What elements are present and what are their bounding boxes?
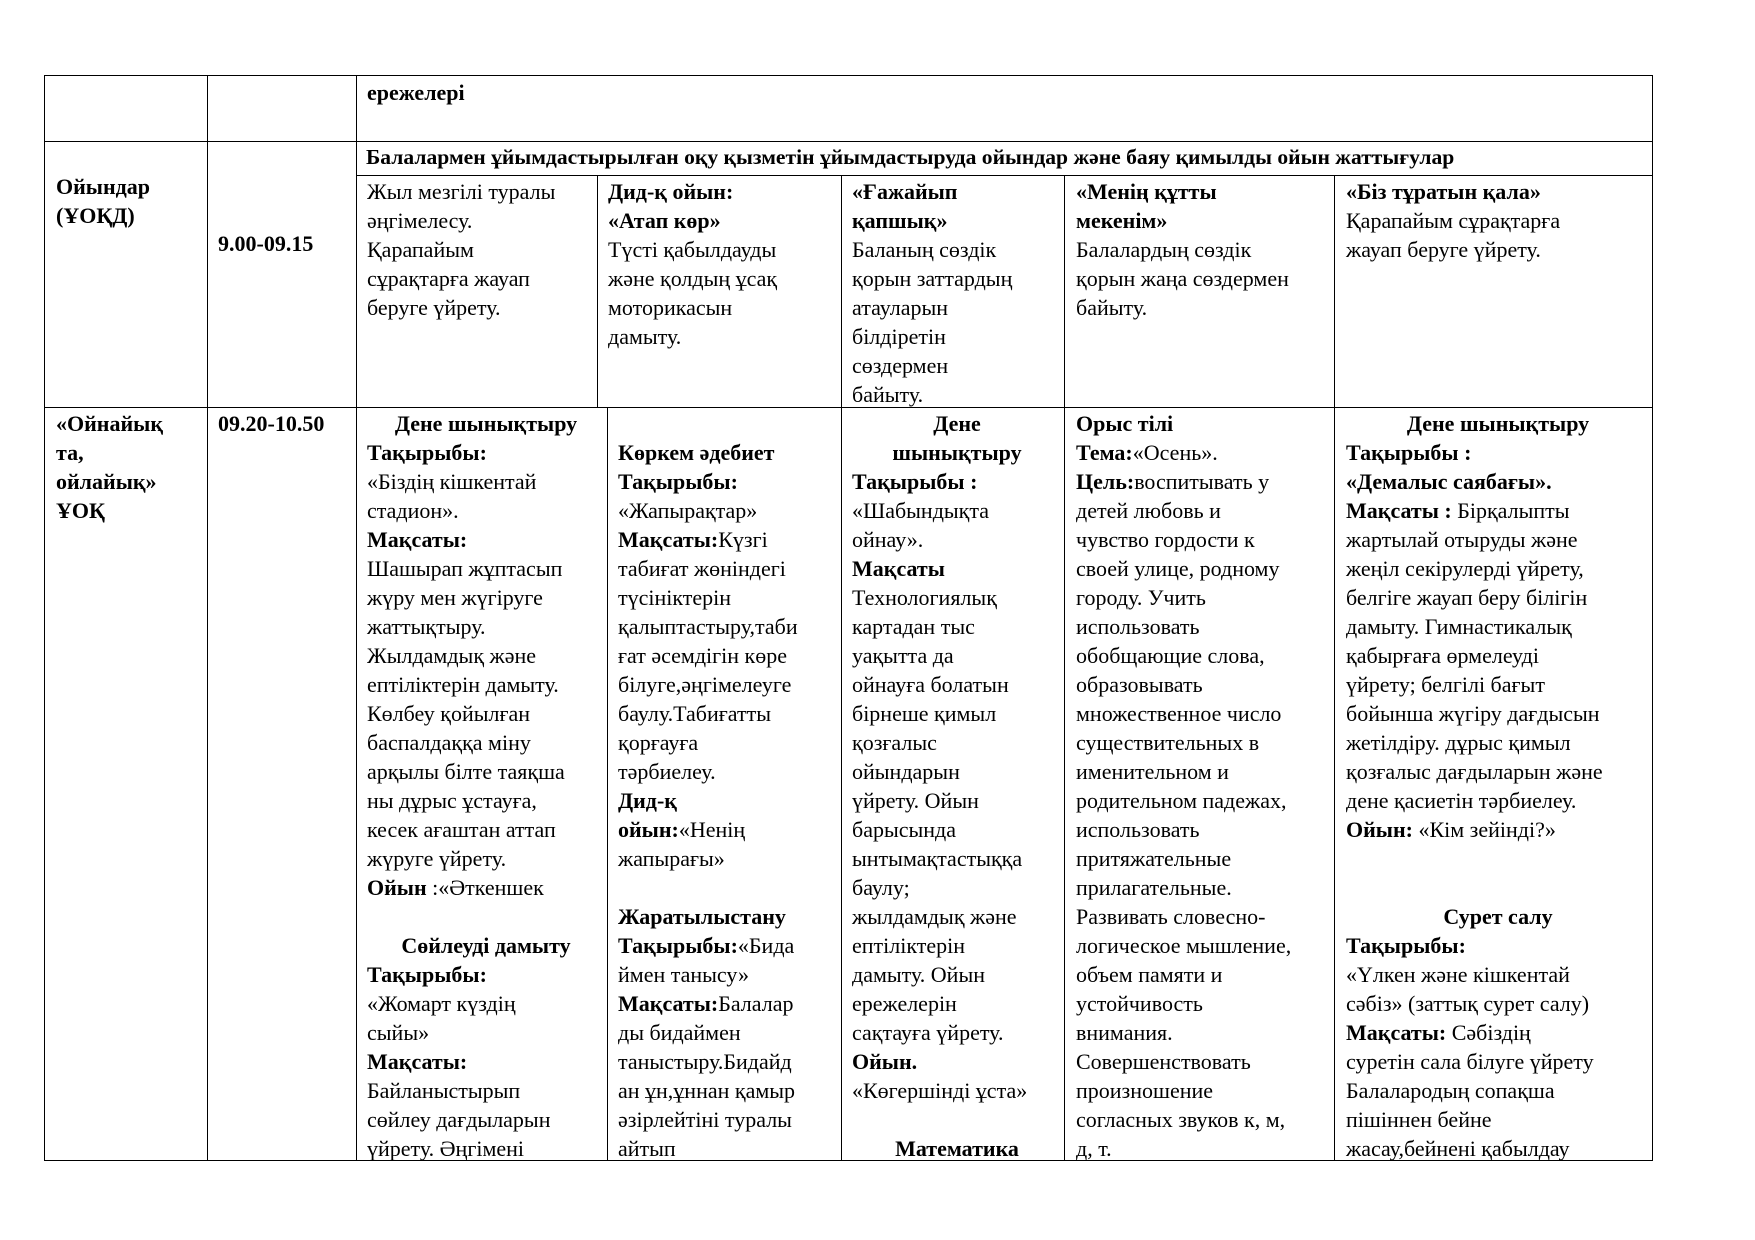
subject-title: Дене шынықтыру [394, 411, 578, 436]
topic-text: «Демалыс саябағы». [1346, 469, 1552, 494]
game-text: «Ненің [678, 817, 746, 842]
topic-label: Тақырыбы: [1346, 933, 1466, 958]
goal-text: Шашырап жұптасып жүру мен жүгіруге жаттықтыру. Жылдамдық және ептіліктерін дамыту. Көлбеу қойылған баспалдаққа міну арқылы білте таяқша ны дұрыс ұстауға, кесек ағаштан аттап жүруге үйрету. [367, 556, 565, 871]
goal-label: Мақсаты: [367, 527, 468, 552]
game-text: «Кім зейінді?» [1412, 817, 1556, 842]
topic-text: ймен танысу» [618, 962, 749, 987]
goal-label: Мақсаты: [367, 1049, 468, 1074]
goal-text: Күзгі [718, 527, 768, 552]
continued-text: ережелері [367, 80, 465, 105]
topic-text: «Жапырақтар» [618, 498, 758, 523]
goal-text: Байланыстырып сөйлеу дағдыларын үйрету. Әңгімені [367, 1078, 551, 1161]
topic-label: Тақырыбы: [618, 933, 738, 958]
goal-text: жартылай отыруды және жеңіл секірулерді үйрету, белгіге жауап беру білігін дамыту. Гимнастикалық қабырғаға өрмелеуді үйрету; белгілі бағыт бойынша жүгіру дағдысын жетілдіру. дұрыс қимыл қозғалыс дағдыларын және дене қасиетін тәрбиелеу. [1346, 527, 1603, 813]
game-text: :«Әткеншек [426, 875, 544, 900]
goal-text: Технологиялық картадан тыс уақытта да ойнауға болатын бірнеше қимыл қозғалыс ойындарын үйрету. Ойын барысында ынтымақтастыққа баулу; жылдамдық және ептіліктерін дамыту. Ойын ережелерін сақтауға үйрету. [852, 585, 1023, 1045]
activity-cell-3 [852, 177, 1062, 409]
game-label: Ойын [367, 875, 427, 900]
goal-text: Сәбіздің [1446, 1020, 1531, 1045]
game-label: Дид-қ ойын: [618, 788, 679, 842]
game-label: Ойын: [1346, 817, 1413, 842]
activity-title: «Ғажайып қапшық» [852, 179, 958, 233]
topic-label: Тақырыбы: [367, 440, 487, 465]
activity-title: «Біз тұратын қала» [1346, 179, 1541, 204]
goal-label: Мақсаты : [1346, 498, 1452, 523]
section-label-games: Ойындар (ҰОҚД) [56, 174, 151, 228]
topic-label: Тақырыбы: [618, 469, 738, 494]
topic-text: «Шабындықта ойнау». [852, 498, 990, 552]
lesson-cell-5 [1346, 409, 1650, 1163]
lesson-cell-2 [618, 438, 840, 1163]
activity-header: Балалармен ұйымдастырылған оқу қызметін ұйымдастыруда ойындар және баяу қимылды ойын жаттығулар [366, 145, 1455, 169]
goal-label: Мақсаты: [1346, 1020, 1447, 1045]
goal-label: Цель: [1076, 469, 1135, 494]
goal-text: воспитывать у [1134, 469, 1270, 494]
activity-cell-4 [1076, 177, 1332, 322]
goal-label: Мақсаты: [618, 527, 719, 552]
section-label-play: «Ойнайық та, ойлайық» ҰОҚ [56, 411, 163, 523]
game-text: жапырағы» [618, 846, 725, 871]
goal-label: Мақсаты: [618, 991, 719, 1016]
game-text: «Көгершінді ұста» [852, 1078, 1028, 1103]
activity-cell-5 [1346, 177, 1646, 264]
topic-text: «Үлкен және кішкентай сәбіз» (заттық сурет салу) [1346, 962, 1590, 1016]
activity-title: «Менің құтты мекенім» [1076, 179, 1217, 233]
activity-description: Балалардың сөздік қорын жаңа сөздермен байыту. [1076, 237, 1289, 320]
topic-text: «Осень». [1132, 440, 1218, 465]
activity-cell-1 [367, 177, 593, 322]
goal-text: детей любовь и чувство гордости к своей улице, родному городу. Учить использовать обобщающие слова, образовывать множественное число существительных в именительном и родительном падежах, использовать притяжательные прилагательные. Развивать словесно- логическое мышление, объем памяти и устойчивость внимания. Совершенствовать произношение согласных звуков к, м, д, т. [1076, 498, 1292, 1161]
activity-description: Жыл мезгілі туралы әңгімелесу. Қарапайым сұрақтарға жауап беруге үйрету. [367, 179, 556, 320]
subject-title: Дене шынықтыру [1406, 411, 1590, 436]
activity-title: Дид-қ ойын: «Атап көр» [608, 179, 734, 233]
topic-text: «Біздің кішкентай стадион». [367, 469, 537, 523]
subject-title: Дене шынықтыру [892, 411, 1022, 465]
topic-label: Тақырыбы: [367, 962, 487, 987]
goal-label: Мақсаты [852, 556, 945, 581]
activity-description: Қарапайым сұрақтарға жауап беруге үйрету. [1346, 208, 1561, 262]
time-slot-2: 09.20-10.50 [218, 411, 325, 436]
game-label: Ойын. [852, 1049, 918, 1074]
subject-title: Сурет салу [1443, 904, 1553, 929]
activity-description: Түсті қабылдауды және қолдың ұсақ моторикасын дамыту. [608, 237, 778, 349]
goal-text: суретін сала білуге үйрету Балалародың сопақша пішіннен бейне жасау,бейнені қабылдау [1346, 1049, 1594, 1161]
activity-description: Баланың сөздік қорын заттардың атауларын білдіретін сөздермен байыту. [852, 237, 1013, 407]
goal-text: табиғат жөніндегі түсініктерін қалыптастыру,таби ғат әсемдігін көре білуге,әңгімелеуге баулу.Табиғатты қорғауға тәрбиелеу. [618, 556, 798, 784]
activity-cell-2 [608, 177, 836, 351]
lesson-cell-3 [852, 409, 1062, 1163]
topic-label: Тақырыбы : [852, 469, 978, 494]
subject-title: Сөйлеуді дамыту [401, 933, 571, 958]
goal-text: Бірқалыпты [1451, 498, 1570, 523]
time-slot-1: 9.00-09.15 [218, 231, 314, 256]
lesson-cell-4 [1076, 409, 1332, 1163]
subject-title: Жаратылыстану [618, 904, 786, 929]
topic-text: «Бида [737, 933, 795, 958]
topic-label: Тема: [1076, 440, 1133, 465]
goal-text: Балалар [718, 991, 794, 1016]
lesson-cell-1 [367, 409, 605, 1163]
subject-title: Математика [895, 1136, 1019, 1161]
goal-text: ды бидаймен таныстыру.Бидайд ан ұн,ұннан қамыр әзірлейтіні туралы айтып [618, 1020, 796, 1161]
subject-title: Көркем әдебиет [618, 440, 775, 465]
topic-text: «Жомарт күздің сыйы» [367, 991, 516, 1045]
topic-label: Тақырыбы : [1346, 440, 1472, 465]
subject-title: Орыс тілі [1076, 411, 1174, 436]
